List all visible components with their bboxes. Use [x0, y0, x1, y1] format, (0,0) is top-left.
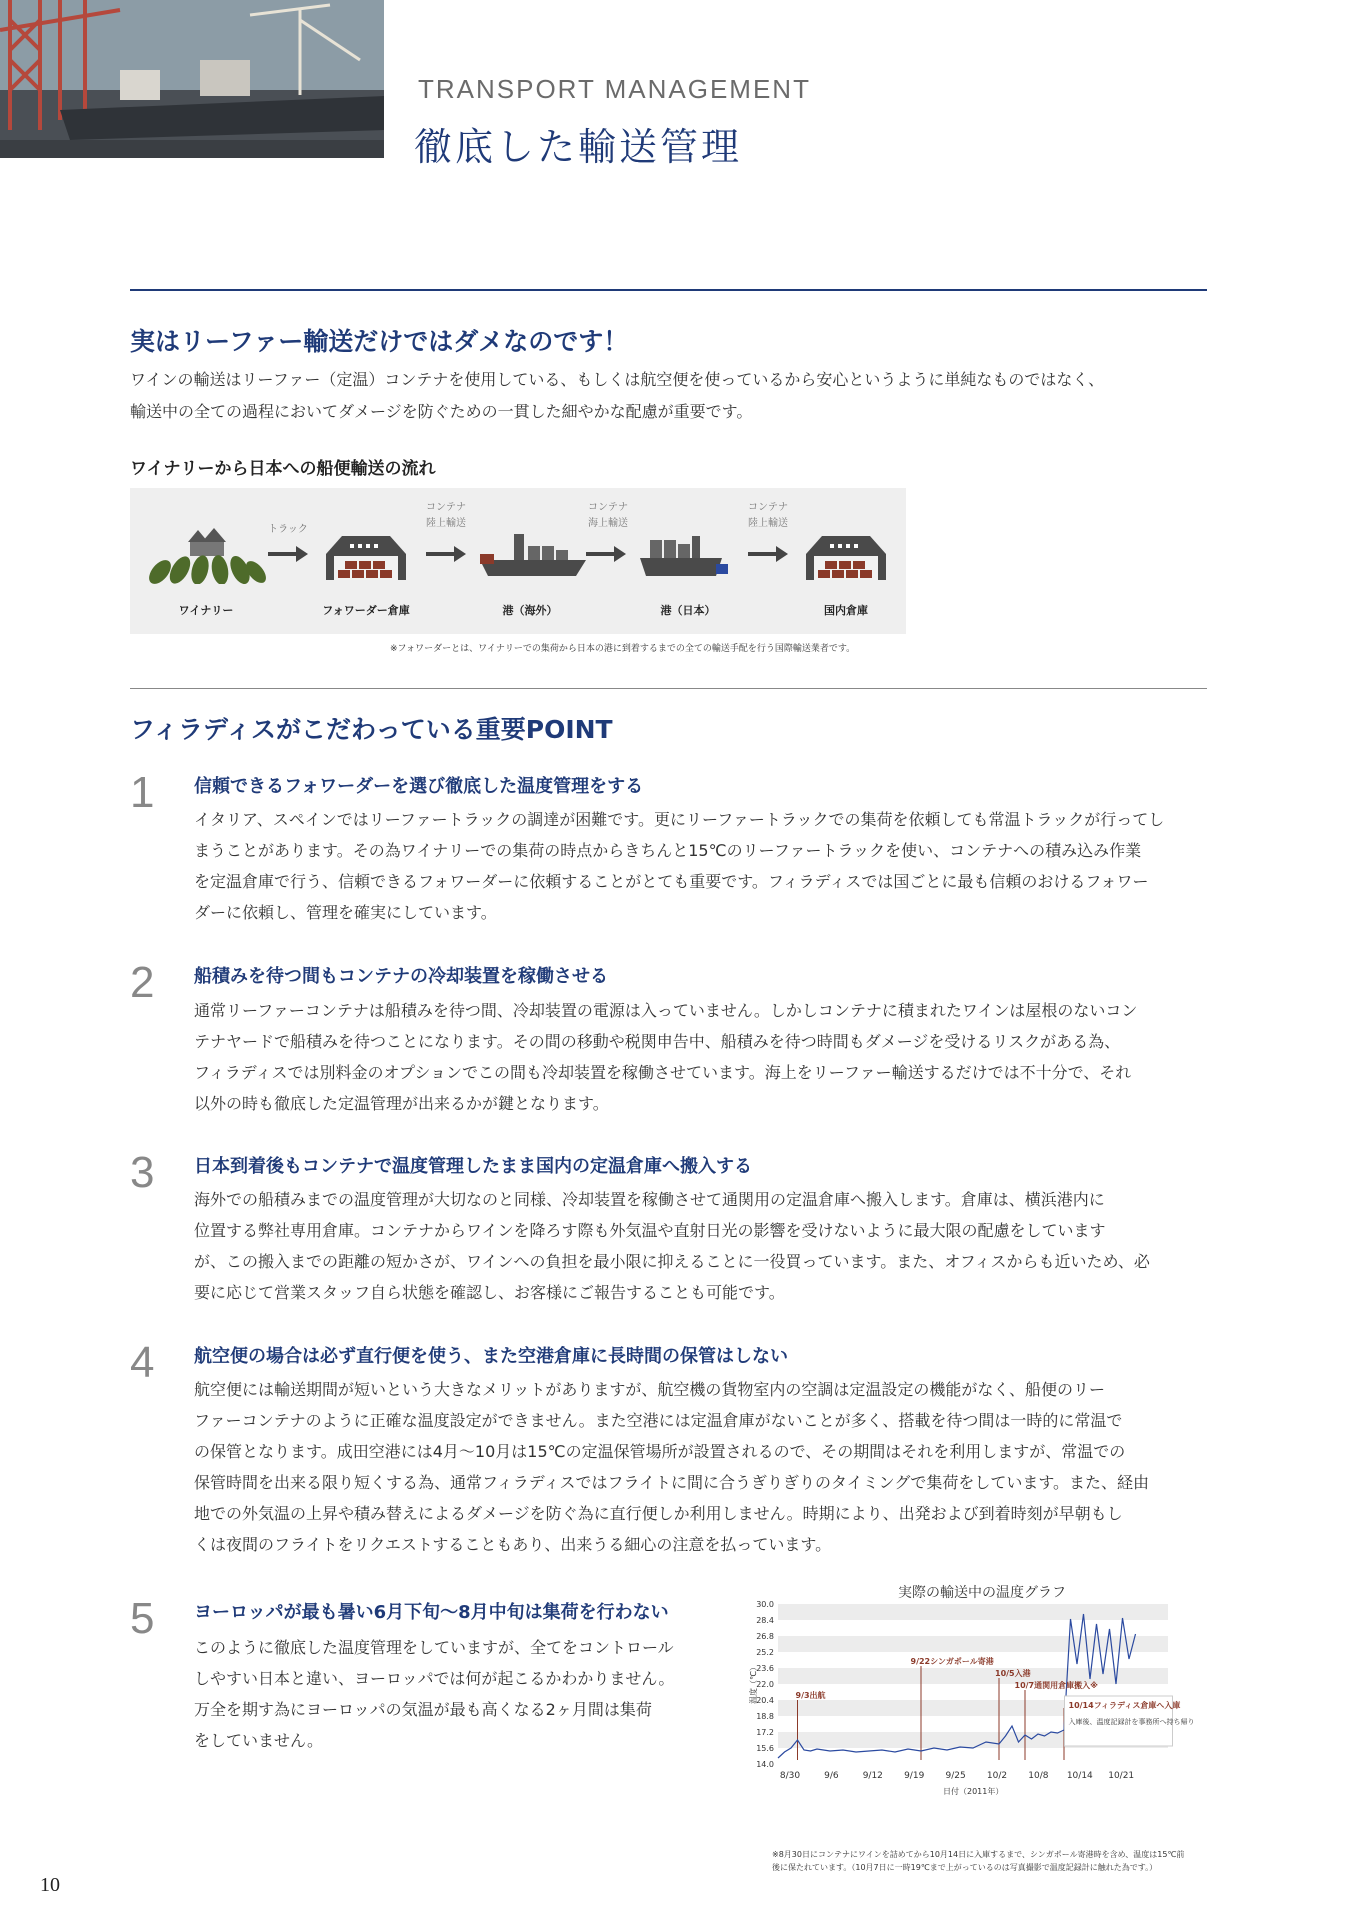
x-tick-label: 9/19 [904, 1771, 925, 1781]
y-axis-label: 温度（℃） [749, 1663, 758, 1704]
points-heading: フィラディスがこだわっている重要POINT [130, 715, 613, 744]
flow-step-label: 港（日本） [660, 604, 716, 617]
chart-grid-band [778, 1604, 1168, 1620]
chart-annotation: 9/3出航 [795, 1691, 826, 1700]
section-divider [130, 688, 1207, 689]
y-tick-label: 14.0 [756, 1760, 774, 1769]
y-tick-label: 22.0 [756, 1680, 774, 1689]
y-tick-label: 26.8 [756, 1632, 774, 1641]
chart-annotation: 9/22シンガポール寄港 [910, 1657, 994, 1666]
x-tick-label: 9/25 [945, 1771, 966, 1781]
chart-grid-band [778, 1668, 1168, 1684]
temperature-chart-svg [748, 1600, 1208, 1842]
y-tick-label: 23.6 [756, 1664, 774, 1673]
point-title: 航空便の場合は必ず直行便を使う、また空港倉庫に長時間の保管はしない [194, 1346, 788, 1367]
x-tick-label: 10/14 [1066, 1771, 1093, 1781]
section-divider [130, 289, 1207, 291]
chart-annotation: 10/7通関用倉庫搬入※ [1014, 1681, 1098, 1690]
chart-title: 実際の輸送中の温度グラフ [898, 1585, 1066, 1601]
chart-grid-band [778, 1636, 1168, 1652]
x-tick-label: 9/6 [824, 1771, 839, 1781]
y-tick-label: 17.2 [756, 1728, 774, 1737]
arrow-label: コンテナ 陸上輸送 [426, 502, 466, 529]
y-tick-label: 20.4 [756, 1696, 774, 1705]
intro-line: ワインの輸送はリーファー（定温）コンテナを使用している、もしくは航空便を使っているから安心というように単純なものではなく、 [130, 370, 1105, 389]
intro-paragraph [130, 364, 1104, 428]
port-cranes-image [0, 0, 384, 158]
page-number: 10 [40, 1874, 60, 1896]
point-body: このように徹底した温度管理をしていますが、全てをコントロール しやすい日本と違い、ヨーロッパでは何が起こるかわかりません。 万全を期す為にヨーロッパの気温が最も高くなる2ヶ月間は集荷 をしていません。 [194, 1638, 675, 1750]
arrow-right-icon [426, 546, 466, 562]
point-number: 4 [130, 1338, 155, 1387]
x-tick-label: 10/2 [986, 1771, 1008, 1781]
point-title: ヨーロッパが最も暑い6月下旬〜8月中旬は集荷を行わない [194, 1602, 669, 1623]
y-tick-label: 18.8 [756, 1712, 774, 1721]
arrow-label: コンテナ 陸上輸送 [748, 502, 788, 529]
x-tick-label: 10/8 [1028, 1771, 1049, 1781]
intro-heading: 実はリーファー輸送だけではダメなのです！ [130, 327, 629, 356]
temperature-chart [748, 1582, 1208, 1842]
point-number: 1 [130, 768, 155, 817]
point-title: 船積みを待つ間もコンテナの冷却装置を稼働させる [194, 966, 608, 987]
point-title: 信頼できるフォワーダーを選び徹底した温度管理をする [194, 776, 644, 797]
chart-annotation: 入庫後、温度記録計を事務所へ持ち帰り [1068, 1718, 1195, 1726]
intro-line: 輸送中の全ての過程においてダメージを防ぐための一貫した細やかな配慮が重要です。 [130, 402, 753, 421]
arrow-right-icon [268, 546, 308, 562]
x-tick-label: 8/30 [779, 1771, 801, 1781]
shipping-flow-diagram [130, 488, 906, 634]
chart-annotation: 10/5入港 [995, 1669, 1031, 1678]
y-tick-label: 25.2 [756, 1648, 774, 1657]
page-title-en: TRANSPORT MANAGEMENT [418, 74, 811, 104]
page-title-jp: 徹底した輸送管理 [414, 125, 743, 169]
point-title: 日本到着後もコンテナで温度管理したまま国内の定温倉庫へ搬入する [194, 1156, 752, 1177]
x-axis-label: 日付（2011年） [943, 1787, 1004, 1796]
warehouse-icon [806, 534, 886, 580]
flow-step-label: 国内倉庫 [824, 604, 868, 617]
winery-icon [146, 526, 266, 584]
y-tick-label: 15.6 [756, 1744, 774, 1753]
ship-icon [480, 530, 586, 582]
arrow-label: トラック [268, 524, 308, 535]
point-body: イタリア、スペインではリーファートラックの調達が困難です。更にリーファートラックでの集荷を依頼しても常温トラックが行ってし まうことがあります。その為ワイナリーでの集荷の時点からきちんと15℃のリーファートラックを使い、コンテナへの積み込み作業 を定温倉庫で行う、信頼できるフォワーダーに依頼することがとても重要です。フィラディスでは国ごとに最も信頼のおけるフォワー ダーに依頼し、管理を確実にしています。 [194, 810, 1165, 922]
arrow-label: コンテナ 海上輸送 [588, 502, 628, 529]
header-photo [0, 0, 384, 158]
ship-icon [640, 530, 730, 582]
flow-heading: ワイナリーから日本への船便輸送の流れ [130, 459, 436, 479]
warehouse-icon [326, 534, 406, 580]
point-body: 海外での船積みまでの温度管理が大切なのと同様、冷却装置を稼働させて通関用の定温倉庫へ搬入します。倉庫は、横浜港内に 位置する弊社専用倉庫。コンテナからワインを降ろす際も外気温や直射日光の影響を受けないように最大限の配慮をしています が、この搬入までの距離の短かさが、ワインへの負担を最小限に抑えることに一役買っています。また、オフィスからも近いため、必 要に応じて営業スタッフ自ら状態を確認し、お客様にご報告することも可能です。 [194, 1190, 1150, 1302]
x-tick-label: 10/21 [1108, 1771, 1135, 1781]
arrow-right-icon [748, 546, 788, 562]
flow-step-label: フォワーダー倉庫 [322, 604, 410, 617]
arrow-right-icon [586, 546, 626, 562]
point-number: 5 [130, 1594, 155, 1643]
forwarder-note: ※フォワーダーとは、ワイナリーでの集荷から日本の港に到着するまでの全ての輸送手配を行う国際輸送業者です。 [390, 644, 856, 654]
chart-annotation: 10/14フィラディス倉庫へ入庫 [1068, 1701, 1181, 1710]
x-tick-label: 9/12 [862, 1771, 883, 1781]
y-tick-label: 30.0 [756, 1600, 774, 1609]
flow-step-label: ワイナリー [178, 604, 234, 617]
point-body: 航空便には輸送期間が短いという大きなメリットがありますが、航空機の貨物室内の空調は定温設定の機能がなく、船便のリー ファーコンテナのように正確な温度設定ができません。また空港には定温倉庫がないことが多く、搭載を待つ間は一時的に常温で の保管となります。成田空港には4月〜10月は15℃の定温保管場所が設置されるので、その期間はそれを利用しますが、常温での 保管時間を出来る限り短くする為、通常フィラディスではフライトに間に合うぎりぎりのタイミングで集荷をしています。また、経由 地での外気温の上昇や積み替えによるダメージを防ぐ為に直行便しか利用しません。時期により、出発および到着時刻が早朝もし くは夜間のフライトをリクエストすることもあり、出来うる細心の注意を払っています。 [194, 1380, 1150, 1554]
chart-footnote: ※8月30日にコンテナにワインを詰めてから10月14日に入庫するまで、シンガポール寄港時を含め、温度は15℃前 後に保たれています。（10月7日に一時19℃まで上がっているのは写真撮影で温度記録計に触れた為です。） [772, 1850, 1185, 1872]
point-body: 通常リーファーコンテナは船積みを待つ間、冷却装置の電源は入っていません。しかしコンテナに積まれたワインは屋根のないコン テナヤードで船積みを待つことになります。その間の移動や税関申告中、船積みを待つ時間もダメージを受けるリスクがある為、 フィラディスでは別料金のオプションでこの間も冷却装置を稼働させています。海上をリーファー輸送するだけでは不十分で、それ 以外の時も徹底した定温管理が出来るかが鍵となります。 [194, 1001, 1138, 1113]
point-number: 2 [130, 958, 155, 1007]
flow-step-label: 港（海外） [502, 604, 558, 617]
y-tick-label: 28.4 [756, 1616, 774, 1625]
point-number: 3 [130, 1148, 155, 1197]
